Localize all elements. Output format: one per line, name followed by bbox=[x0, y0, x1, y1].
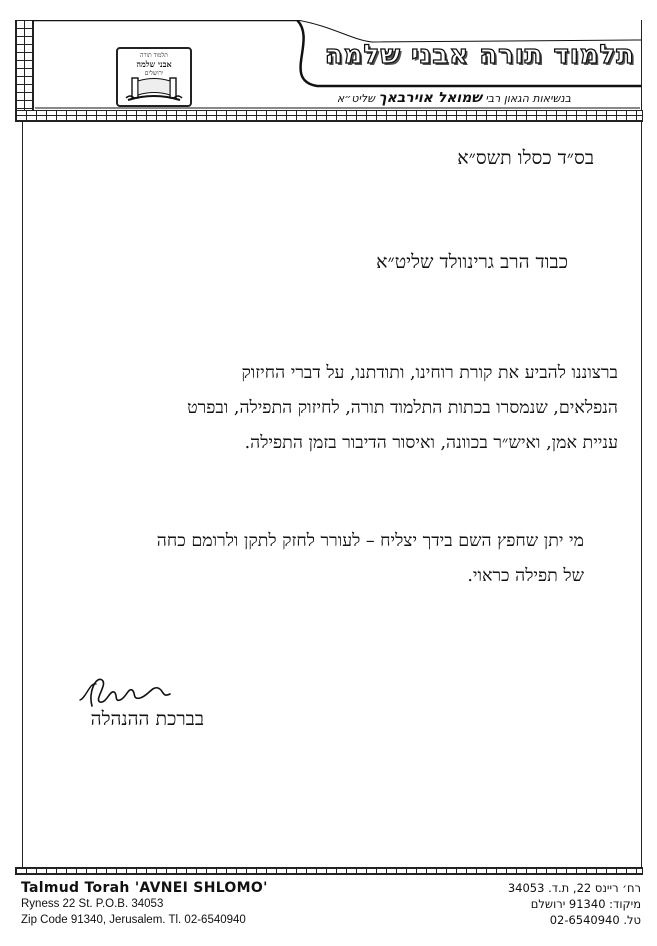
school-name-logo: תלמוד תורה אבני שלמה bbox=[324, 40, 635, 70]
footer-hebrew-address bbox=[508, 880, 641, 928]
footer-english-line: Zip Code 91340, Jerusalem. Tl. 02-6540940 bbox=[21, 914, 246, 926]
torah-scroll-icon bbox=[124, 76, 184, 102]
brick-band-bottom bbox=[15, 867, 643, 875]
brick-band-top bbox=[15, 110, 643, 122]
footer-hebrew-line: מיקוד: 91340 ירושלם bbox=[530, 897, 641, 911]
school-emblem bbox=[116, 47, 192, 107]
frame-left-line bbox=[22, 120, 23, 867]
emblem-line1: תלמוד תורה bbox=[140, 52, 168, 59]
frame-right-body-line bbox=[641, 120, 642, 867]
patron-line bbox=[337, 90, 571, 106]
letter-salutation: כבוד הרב גרינוולד שליט״א bbox=[376, 251, 568, 273]
patron-suffix: שליט״א bbox=[336, 92, 375, 105]
paragraph-1-line: ברצוננו להביע את קורת רוחינו, ותודתנו, על דברי החיזוק bbox=[241, 363, 618, 383]
footer-english-title: Talmud Torah 'AVNEI SHLOMO' bbox=[21, 880, 268, 896]
footer-english-address bbox=[21, 880, 268, 928]
frame-right-line bbox=[641, 20, 642, 112]
letter-paragraph-2 bbox=[54, 524, 584, 594]
paragraph-2-line: של תפילה כראוי. bbox=[467, 566, 584, 586]
footer-english-line: Ryness 22 St. P.O.B. 34053 bbox=[21, 898, 164, 910]
letter-date: בס״ד כסלו תשס״א bbox=[457, 147, 594, 169]
paragraph-2-line: מי יתן שחפץ השם בידך יצליח – לעורר לחזק לתקן ולרומם כחה bbox=[156, 531, 584, 551]
letter-paragraph-1 bbox=[58, 356, 618, 461]
paragraph-1-line: הנפלאים, שנמסרו בכתות התלמוד תורה, לחיזוק התפילה, ובפרט bbox=[187, 398, 618, 418]
emblem-line3: ירושלים bbox=[144, 70, 164, 77]
footer-hebrew-line: רח׳ ריינס 22, ת.ד. 34053 bbox=[507, 881, 641, 895]
handwritten-signature bbox=[70, 670, 190, 710]
patron-name: שמואל אוירבאך bbox=[378, 90, 482, 106]
paragraph-1-line: עניית אמן, ואיש״ר בכוונה, ואיסור הדיבור בזמן התפילה. bbox=[244, 433, 618, 453]
footer-hebrew-line: טל. 02-6540940 bbox=[549, 913, 641, 927]
patron-prefix: בנשיאות הגאון רבי bbox=[485, 92, 571, 105]
letter-closing: בברכת ההנהלה bbox=[90, 708, 204, 730]
emblem-line2: אבני שלמה bbox=[136, 59, 172, 69]
